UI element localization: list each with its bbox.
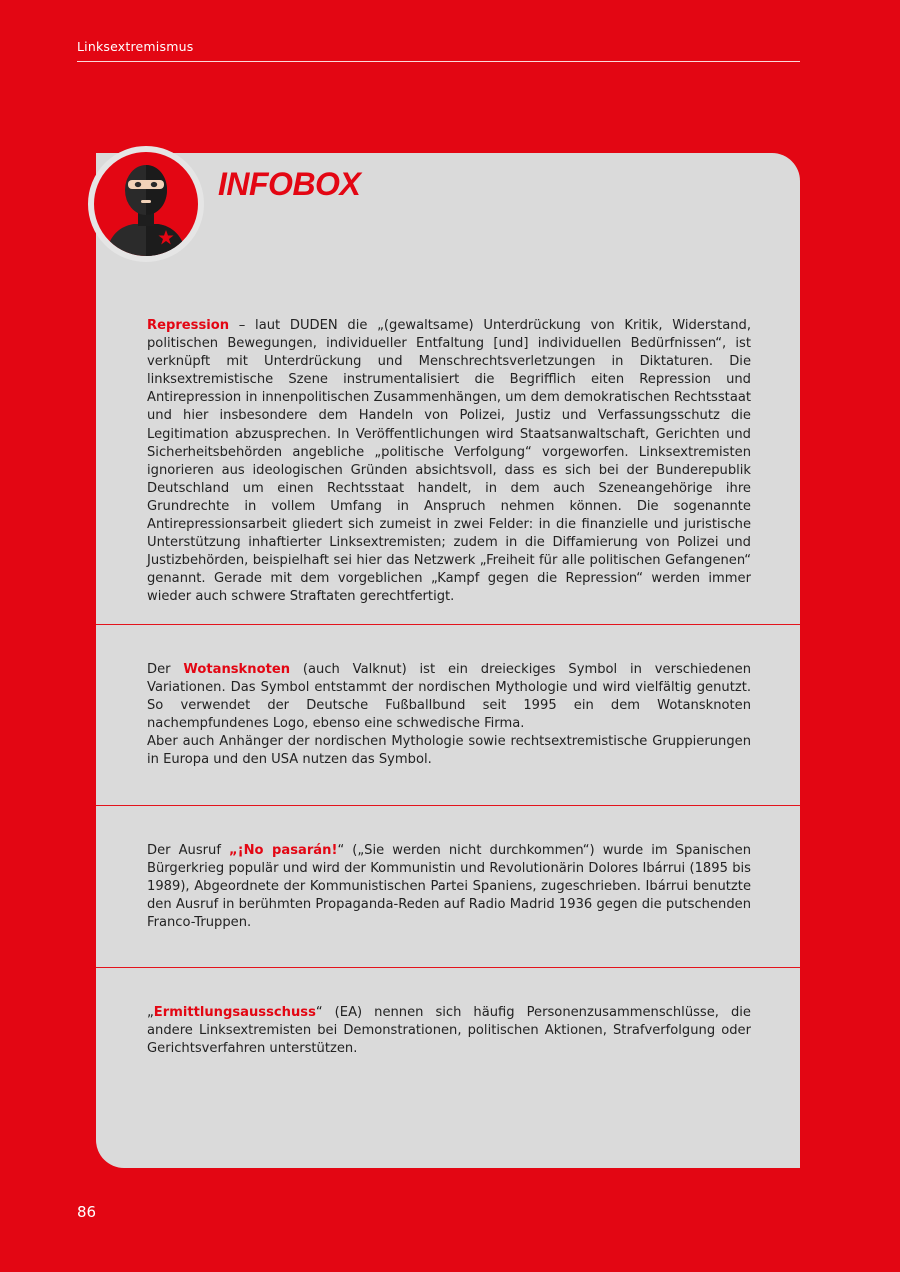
running-header: Linksextremismus (77, 39, 194, 54)
term-no-pasaran: „¡No pasarán! (229, 843, 338, 858)
entry-text: (auch Valknut) ist ein dreieckiges Symbol in verschiedenen Variationen. Das Symbol entstammt der nordischen Mythologie und wird vielfältig genutzt. So verwendet der Deutsche Fußballbund seit 1995 ein dem Wotansknoten nachempfundenes Logo, ebenso eine schwedische Firma. (147, 662, 751, 732)
entry-text: – laut DUDEN die „(gewaltsame) Unterdrückung von Kritik, Widerstand, politischen Bewegungen, individueller Entfaltung [und] individuellen Bedürfnissen“, ist verknüpft mit Unterdrückung und Menschrechtsverletzungen in Diktaturen. Die linksextremistische Szene instrumentalisiert die Begrifflich eiten Repression und Antirepression in innenpolitischen Zusammenhängen, um dem demokratischen Rechtsstaat und hier insbesondere dem Handeln von Polizei, Justiz und Verfassungsschutz die Legitimation abzusprechen. In Veröffentlichungen wird Staatsanwaltschaft, Gerichten und Sicherheitsbehörden angebliche „politische Verfolgung“ vorgeworfen. Linksextremisten ignorieren aus ideologischen Gründen absichtsvoll, dass es sich bei der Bunderepublik Deutschland um einen Rechtsstaat handelt, in dem auch Szeneangehörige ihre Grundrechte in vollem Umfang in Anspruch nehmen können. Die sogenannte Antirepressionsarbeit gliedert sich zumeist in zwei Felder: in die finanzielle und juristische Unterstützung inhaftierter Linksextremisten; zudem in die Diffamierung von Polizei und Justizbehörden, beispielhaft sei hier das Netzwerk „Freiheit für alle politischen Gefangenen“ genannt. Gerade mit dem vorgeblichen „Kampf gegen die Repression“ werden immer wieder auch schwere Straftaten gerechtfertigt. (147, 318, 751, 605)
entry-no-pasaran (147, 842, 751, 932)
entry-text-continued: Aber auch Anhänger der nordischen Mythologie sowie rechtsextremistische Gruppierungen in Europa und den USA nutzen das Symbol. (147, 734, 751, 768)
infobox-title: INFOBOX (218, 166, 361, 202)
header-rule (77, 61, 800, 62)
term-repression: Repression (147, 318, 230, 333)
section-divider (96, 624, 800, 625)
entry-repression (147, 317, 751, 607)
section-divider (96, 805, 800, 806)
entry-prefix: Der Ausruf (147, 843, 230, 858)
entry-wotansknoten (147, 661, 751, 770)
entry-prefix: Der (147, 662, 184, 677)
section-divider (96, 967, 800, 968)
entry-prefix: „ (147, 1005, 154, 1020)
term-wotansknoten: Wotansknoten (183, 662, 291, 677)
entry-ermittlungsausschuss (147, 1004, 751, 1058)
entry-text: “ („Sie werden nicht durchkommen“) wurde im Spanischen Bürgerkrieg populär und wird der Kommunistin und Revolutionärin Dolores Ibárrui (1895 bis 1989), Abgeordnete der Kommunistischen Partei Spaniens, zugeschrieben. Ibárrui benutzte den Ausruf in berühmten Propaganda-Reden auf Radio Madrid 1936 gegen die putschenden Franco-Truppen. (147, 843, 752, 931)
page-number: 86 (77, 1203, 97, 1221)
masked-figure-icon (88, 146, 204, 262)
entry-text: “ (EA) nennen sich häufig Personenzusammenschlüsse, die andere Linksextremisten bei Demonstrationen, politischen Aktionen, Strafverfolgung oder Gerichtsverfahren unterstützen. (147, 1005, 751, 1057)
term-ermittlungsausschuss: Ermittlungsausschuss (153, 1005, 316, 1020)
